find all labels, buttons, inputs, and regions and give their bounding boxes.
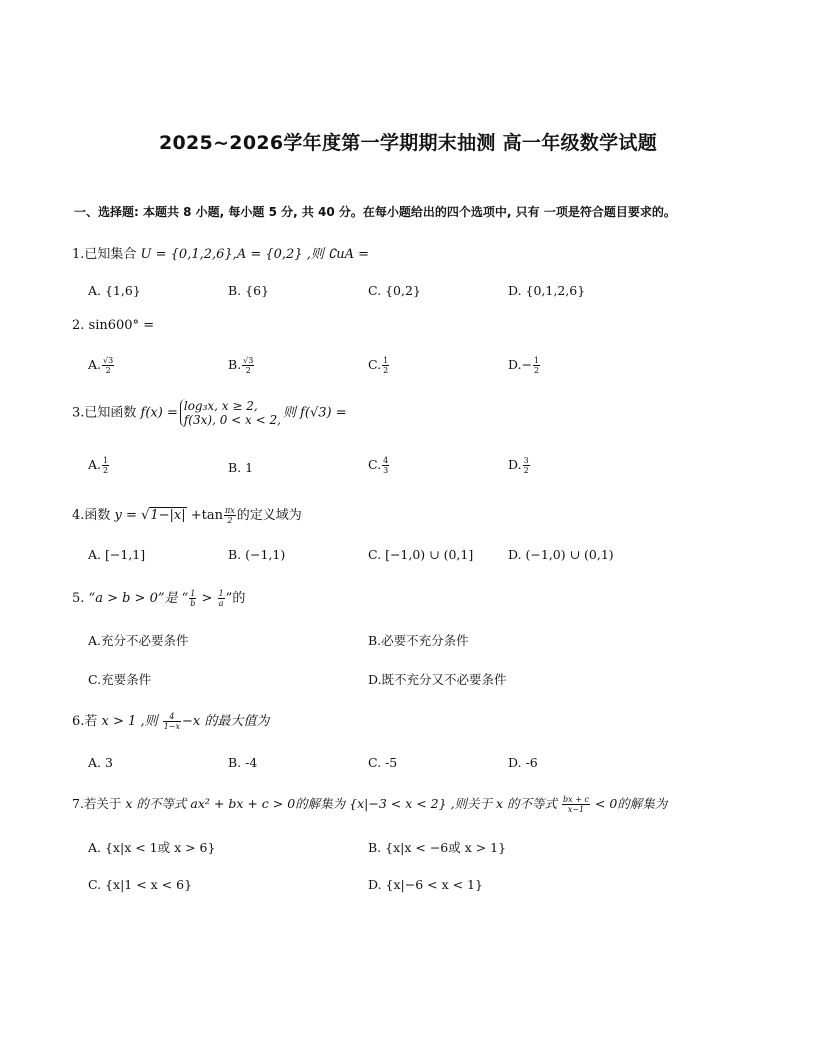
q2-option-a-fraction: [102, 356, 114, 375]
q2-option-c-den: 2: [383, 366, 389, 375]
question-6: [72, 710, 269, 731]
question-4-prefix: 4.函数: [72, 508, 115, 523]
question-7-fraction: [562, 795, 590, 814]
question-4-radicand: 1−|x|: [150, 508, 186, 523]
question-6-fraction: [163, 712, 181, 731]
question-6-stem-a: x > 1 ,则: [101, 714, 162, 729]
question-5-f2-den: a: [218, 599, 224, 608]
question-7-stem-a: x 的不等式 ax² + bx + c > 0的解集为 {x|−3 < x < 2} ,则关于 x 的不等式: [125, 796, 562, 811]
question-4-frac-num: πx: [225, 506, 235, 515]
question-5-gt: >: [197, 591, 217, 606]
q5-option-d[interactable]: D.既不充分又不必要条件: [368, 672, 507, 687]
q2-option-b[interactable]: [228, 356, 255, 375]
q3-option-d-fraction: [523, 456, 530, 475]
q7-option-a[interactable]: A. {x|x < 1或 x > 6}: [88, 840, 216, 855]
question-6-frac-den: 1−x: [163, 722, 181, 731]
question-7-frac-den: x−1: [567, 805, 585, 814]
q2-option-a-label: A.: [88, 357, 102, 372]
q2-option-d-den: 2: [534, 366, 540, 375]
q2-option-c-fraction: [382, 356, 389, 375]
question-3-rhs: 则 f(√3) =: [282, 405, 347, 421]
question-7-frac-num: bx + c: [563, 795, 589, 804]
q2-option-d-sign: −: [521, 357, 533, 372]
q7-option-c[interactable]: C. {x|1 < x < 6}: [88, 877, 193, 892]
q7-option-b[interactable]: B. {x|x < −6或 x > 1}: [368, 840, 507, 855]
q3-option-a-den: 2: [103, 466, 109, 475]
q4-option-a[interactable]: A. [−1,1]: [88, 547, 146, 562]
q3-option-d-den: 2: [523, 466, 529, 475]
q2-option-a[interactable]: [88, 356, 115, 375]
q3-option-a-label: A.: [88, 457, 102, 472]
q6-option-a[interactable]: A. 3: [88, 755, 113, 770]
q2-option-d-label: D.: [508, 357, 522, 372]
q7-option-d[interactable]: D. {x|−6 < x < 1}: [368, 877, 483, 892]
q2-option-d[interactable]: [508, 356, 541, 375]
q5-option-a[interactable]: A.充分不必要条件: [88, 633, 189, 648]
question-2-stem: sin600° =: [88, 318, 155, 333]
question-5: [72, 587, 245, 608]
q2-option-b-fraction: [242, 356, 254, 375]
question-5-stem-a: “a > b > 0”是 “: [88, 591, 189, 606]
q2-option-d-num: 1: [534, 356, 540, 365]
question-1: [72, 243, 369, 262]
question-4-frac-den: 2: [227, 516, 233, 525]
q2-option-c-num: 1: [383, 356, 389, 365]
q2-option-b-den: 2: [245, 366, 251, 375]
q4-option-c[interactable]: C. [−1,0) ∪ (0,1]: [368, 547, 474, 562]
q6-option-d[interactable]: D. -6: [508, 755, 538, 770]
question-5-f1-den: b: [190, 599, 196, 608]
question-6-frac-num: 4: [163, 712, 181, 722]
q3-option-d-label: D.: [508, 457, 522, 472]
q2-option-a-den: 2: [105, 366, 111, 375]
q3-option-a-fraction: [102, 456, 109, 475]
q5-option-b[interactable]: B.必要不充分条件: [368, 633, 469, 648]
question-7-stem-b: < 0的解集为: [590, 796, 668, 811]
q3-option-a-num: 1: [103, 456, 109, 465]
q3-option-d-num: 3: [523, 456, 529, 465]
q1-option-d[interactable]: D. {0,1,2,6}: [508, 283, 586, 298]
question-5-fraction-2: [218, 589, 225, 608]
page-title: 2025~2026学年度第一学期期末抽测 高一年级数学试题: [159, 132, 657, 154]
question-6-stem-b: −x 的最大值为: [182, 714, 270, 729]
q5-option-c[interactable]: C.充要条件: [88, 672, 152, 687]
question-4-stem-a: y =: [114, 508, 142, 523]
q2-option-b-label: B.: [228, 357, 242, 372]
question-3-lhs: f(x) =: [140, 405, 178, 421]
question-7: [72, 794, 667, 814]
question-6-prefix: 6.若: [72, 714, 102, 729]
q6-option-c[interactable]: C. -5: [368, 755, 398, 770]
q2-option-d-fraction: [533, 356, 540, 375]
q3-option-c-fraction: [382, 456, 389, 475]
question-4-stem-c: 的定义域为: [236, 508, 302, 523]
question-3-case-1: log₃x, x ≥ 2,: [183, 399, 258, 413]
question-4-fraction: [224, 506, 236, 525]
question-5-stem-b: ”的: [225, 591, 246, 606]
question-5-fraction-1: [189, 589, 196, 608]
q2-option-c[interactable]: [368, 356, 390, 375]
q1-option-a[interactable]: A. {1,6}: [88, 283, 141, 298]
q2-option-b-num: √3: [243, 356, 254, 365]
question-2: [72, 318, 154, 333]
question-1-prefix: 1.已知集合: [72, 247, 141, 262]
q3-option-c-den: 3: [383, 466, 389, 475]
q3-option-c-label: C.: [368, 457, 382, 472]
question-3-piecewise: [180, 399, 281, 427]
q3-option-b[interactable]: [228, 460, 253, 475]
question-4-radical-sign: √: [141, 508, 150, 523]
section-heading: 一、选择题: 本题共 8 小题, 每小题 5 分, 共 40 分。在每小题给出的四个选项中, 只有 一项是符合题目要求的。: [74, 205, 676, 219]
q2-option-a-num: √3: [103, 356, 114, 365]
q4-option-d[interactable]: D. (−1,0) ∪ (0,1): [508, 547, 614, 562]
question-5-f1-num: 1: [190, 589, 196, 598]
q1-option-b[interactable]: B. {6}: [228, 283, 269, 298]
question-4: [72, 504, 302, 525]
q4-option-b[interactable]: B. (−1,1): [228, 547, 286, 562]
question-2-prefix: 2.: [72, 318, 89, 333]
question-3-case-2: f(3x), 0 < x < 2,: [183, 413, 281, 427]
q2-option-c-label: C.: [368, 357, 382, 372]
question-4-stem-b: +tan: [186, 508, 223, 523]
question-5-prefix: 5.: [72, 591, 89, 606]
q3-option-c[interactable]: [368, 456, 390, 475]
question-7-prefix: 7.若关于: [72, 796, 126, 811]
question-3: [72, 399, 347, 427]
q6-option-b[interactable]: B. -4: [228, 755, 258, 770]
q3-option-c-num: 4: [383, 456, 389, 465]
q1-option-c[interactable]: C. {0,2}: [368, 283, 421, 298]
question-5-f2-num: 1: [218, 589, 224, 598]
q3-option-a[interactable]: [88, 456, 110, 475]
q3-option-b-label: B. 1: [228, 460, 254, 475]
q3-option-d[interactable]: [508, 456, 531, 475]
question-1-stem: U = {0,1,2,6},A = {0,2} ,则 ∁uA =: [140, 247, 370, 262]
question-3-prefix: 3.已知函数: [72, 405, 141, 421]
